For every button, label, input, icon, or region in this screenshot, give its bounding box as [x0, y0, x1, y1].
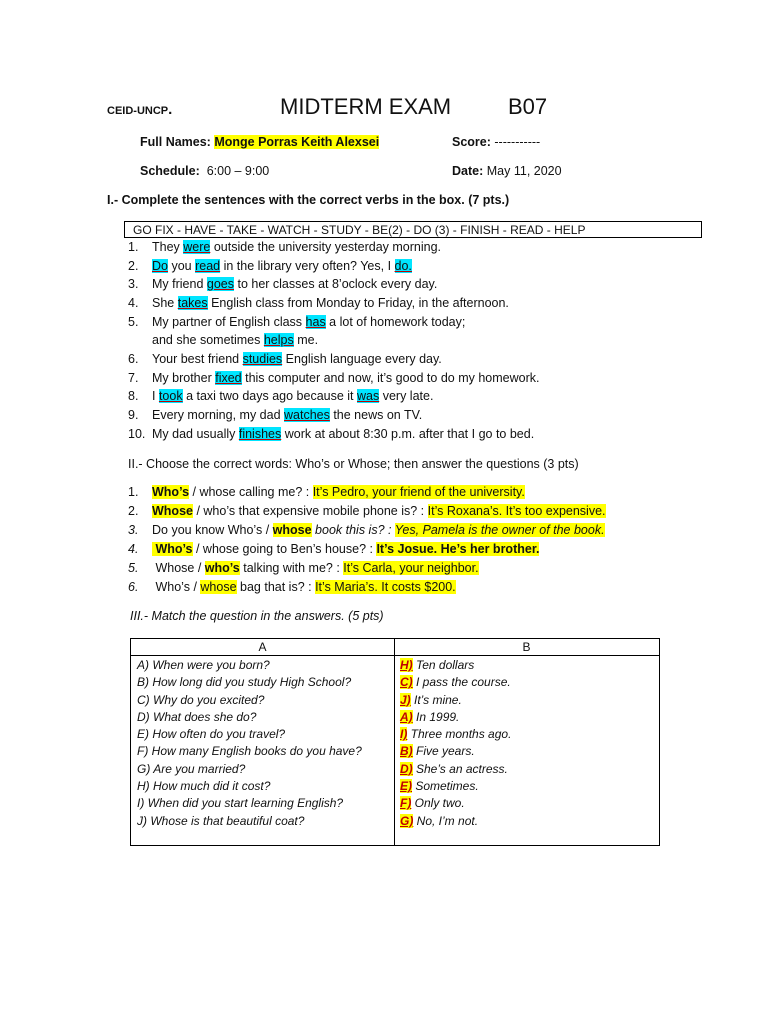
question-item: G) Are you married?: [137, 761, 246, 776]
answer-item: J) It’s mine.: [400, 692, 462, 707]
answer-item: A) In 1999.: [400, 709, 460, 724]
schedule-value: 6:00 – 9:00: [206, 164, 270, 178]
verb-box: GO FIX - HAVE - TAKE - WATCH - STUDY - BE(2) - DO (3) - FINISH - READ - HELP: [124, 221, 702, 238]
answer-item: D) She’s an actress.: [400, 761, 508, 776]
answers-list: [400, 657, 511, 830]
question-item: I) When did you start learning English?: [137, 796, 344, 811]
question-item: E) How often do you travel?: [137, 727, 286, 742]
exam-code: B07: [508, 94, 548, 119]
column-a-header: A: [258, 640, 267, 654]
fullname-row: Full Names: Monge Porras Keith Alexsei: [140, 135, 380, 149]
exam-title: MIDTERM EXAM: [280, 94, 452, 119]
s1-item-8: 8. I took a taxi two days ago because it was very late.: [128, 389, 434, 403]
answer-item: G) No, I’m not.: [400, 813, 479, 828]
question-item: J) Whose is that beautiful coat?: [137, 813, 305, 828]
s1-item-6: 6. Your best friend studies English language every day.: [128, 352, 442, 366]
section3-title: III.- Match the question in the answers. (5 pts): [130, 609, 384, 623]
s1-item-2: 2. Do you read in the library very often? Yes, I do.: [128, 259, 412, 273]
answer-item: I) Three months ago.: [400, 727, 512, 742]
date-row: Date: May 11, 2020: [452, 164, 562, 178]
s2-item-5: 5. Whose / who’s talking with me? : It’s Carla, your neighbor.: [128, 561, 479, 575]
s1-item-5-cont: and she sometimes helps me.: [152, 333, 319, 347]
question-item: B) How long did you study High School?: [137, 675, 352, 690]
question-item: C) Why do you excited?: [137, 692, 265, 707]
s2-item-3: 3. Do you know Who’s / whose book this is? : Yes, Pamela is the owner of the book.: [128, 523, 605, 537]
s2-item-4: 4. Who’s / whose going to Ben’s house? : It’s Josue. He’s her brother.: [128, 542, 540, 556]
answer-item: H) Ten dollars: [400, 658, 475, 672]
s1-item-7: 7. My brother fixed this computer and now, it’s good to do my homework.: [128, 371, 540, 385]
question-item: H) How much did it cost?: [137, 779, 271, 794]
question-item: A) When were you born?: [137, 658, 270, 672]
s1-item-9: 9. Every morning, my dad watches the news on TV.: [128, 408, 423, 422]
answer-item: C) I pass the course.: [400, 675, 511, 690]
question-item: D) What does she do?: [137, 709, 257, 724]
answer-item: F) Only two.: [400, 796, 465, 811]
question-item: F) How many English books do you have?: [137, 744, 362, 759]
table-column-divider: [394, 639, 395, 845]
s1-item-4: 4. She takes English class from Monday to Friday, in the afternoon.: [128, 296, 509, 310]
column-b-header: B: [522, 640, 531, 654]
table-header-divider: [131, 655, 659, 656]
section1-title: I.- Complete the sentences with the correct verbs in the box. (7 pts.): [107, 193, 510, 207]
date-value: May 11, 2020: [486, 164, 562, 178]
answer-item: B) Five years.: [400, 744, 475, 759]
org-label: CEID-UNCP.: [107, 101, 173, 118]
answer-item: E) Sometimes.: [400, 779, 479, 794]
schedule-row: Schedule: 6:00 – 9:00: [140, 164, 270, 178]
s2-item-1: 1. Who’s / whose calling me? : It’s Pedro, your friend of the university.: [128, 485, 525, 499]
score-value: -----------: [494, 135, 541, 149]
score-row: Score: -----------: [452, 135, 541, 149]
s1-item-1: 1. They were outside the university yesterday morning.: [128, 240, 442, 254]
s2-item-6: 6. Who’s / whose bag that is? : It’s Maria’s. It costs $200.: [128, 580, 456, 594]
s2-item-2: 2. Whose / who’s that expensive mobile phone is? : It’s Roxana’s. It’s too expensive.: [128, 504, 606, 518]
s1-item-5: 5. My partner of English class has a lot of homework today;: [128, 315, 466, 329]
fullname-value: Monge Porras Keith Alexsei: [214, 135, 380, 149]
s1-item-10: 10. My dad usually finishes work at about 8:30 p.m. after that I go to bed.: [128, 427, 535, 441]
match-table: [130, 638, 660, 846]
section2-title: II.- Choose the correct words: Who’s or Whose; then answer the questions (3 pts): [128, 457, 579, 471]
s1-item-3: 3. My friend goes to her classes at 8’oclock every day.: [128, 277, 438, 291]
questions-list: [137, 657, 362, 830]
